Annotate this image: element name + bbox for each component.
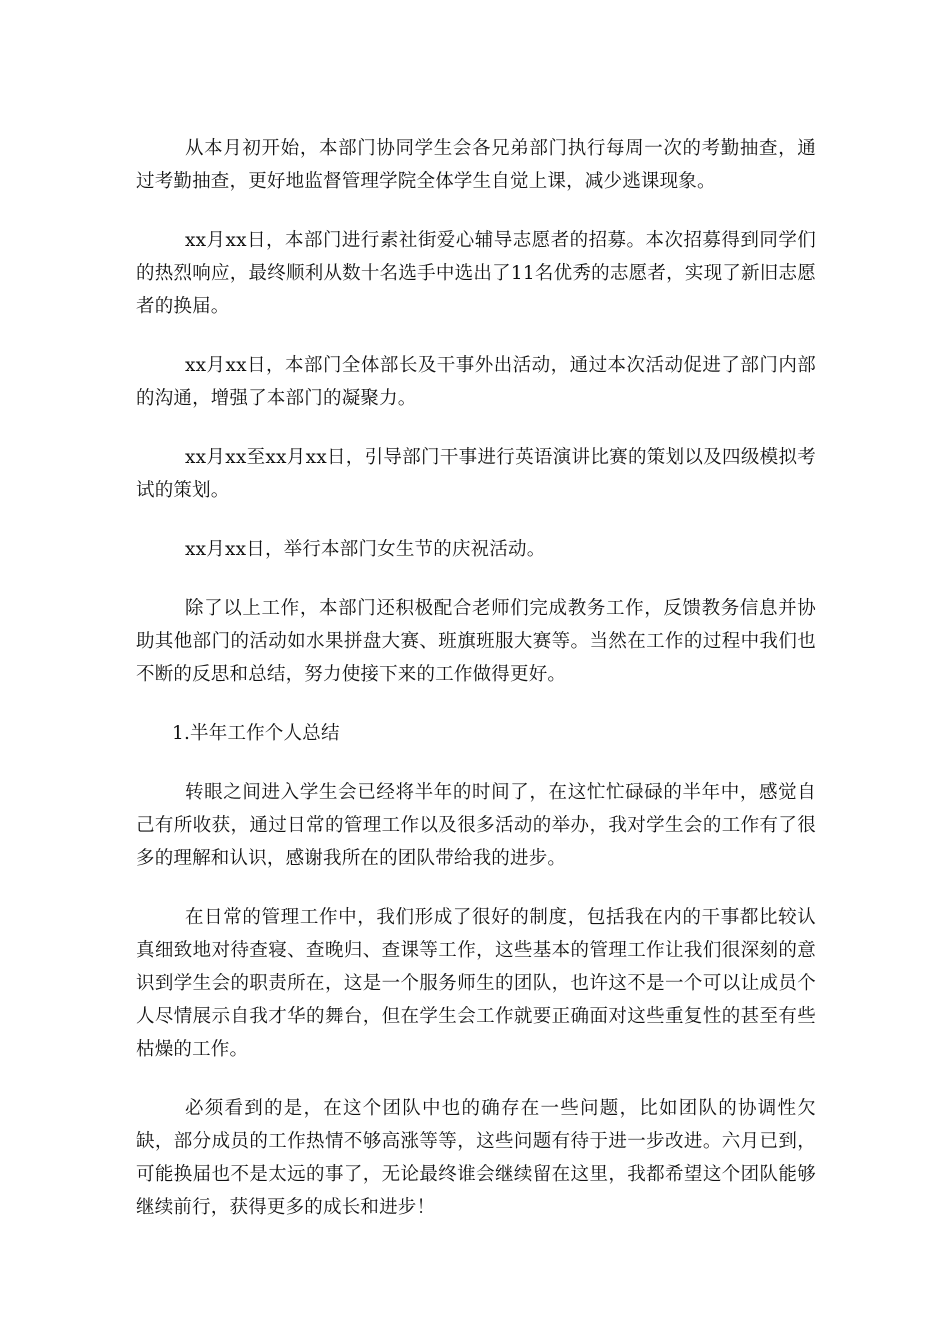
- paragraph-team-issues: 必须看到的是，在这个团队中也的确存在一些问题，比如团队的协调性欠缺，部分成员的工作热情不够高涨等等，这些问题有待于进一步改进。六月已到，可能换届也不是太远的事了，无论最终谁会继续留在这里，我都希望这个团队能够继续前行，获得更多的成长和进步！: [136, 1098, 816, 1218]
- paragraph-volunteer-recruitment: xx月xx日，本部门进行素社街爱心辅导志愿者的招募。本次招募得到同学们的热烈响应，最终顺利从数十名选手中选出了11名优秀的志愿者，实现了新旧志愿者的换届。: [136, 230, 816, 317]
- document-body: [136, 132, 816, 1250]
- paragraph-other-work: 除了以上工作，本部门还积极配合老师们完成教务工作，反馈教务信息并协助其他部门的活动如水果拼盘大赛、班旗班服大赛等。当然在工作的过程中我们也不断的反思和总结，努力使接下来的工作做得更好。: [136, 598, 816, 685]
- section-heading: 1.半年工作个人总结: [172, 723, 340, 744]
- paragraph-daily-management: 在日常的管理工作中，我们形成了很好的制度，包括我在内的干事都比较认真细致地对待查寝、查晚归、查课等工作，这些基本的管理工作让我们很深刻的意识到学生会的职责所在，这是一个服务师生的团队，也许这不是一个可以让成员个人尽情展示自我才华的舞台，但在学生会工作就要正确面对这些重复性的甚至有些枯燥的工作。: [136, 907, 816, 1060]
- paragraph-girls-day: xx月xx日，举行本部门女生节的庆祝活动。: [185, 539, 546, 560]
- paragraph-attendance-check: 从本月初开始，本部门协同学生会各兄弟部门执行每周一次的考勤抽查，通过考勤抽查，更好地监督管理学院全体学生自觉上课，减少逃课现象。: [136, 138, 816, 192]
- paragraph-english-contest: xx月xx至xx月xx日，引导部门干事进行英语演讲比赛的策划以及四级模拟考试的策划。: [136, 447, 816, 501]
- paragraph-department-outing: xx月xx日，本部门全体部长及干事外出活动，通过本次活动促进了部门内部的沟通，增强了本部门的凝聚力。: [136, 355, 816, 409]
- paragraph-half-year-intro: 转眼之间进入学生会已经将半年的时间了，在这忙忙碌碌的半年中，感觉自己有所收获，通过日常的管理工作以及很多活动的举办，我对学生会的工作有了很多的理解和认识，感谢我所在的团队带给我的进步。: [136, 782, 816, 869]
